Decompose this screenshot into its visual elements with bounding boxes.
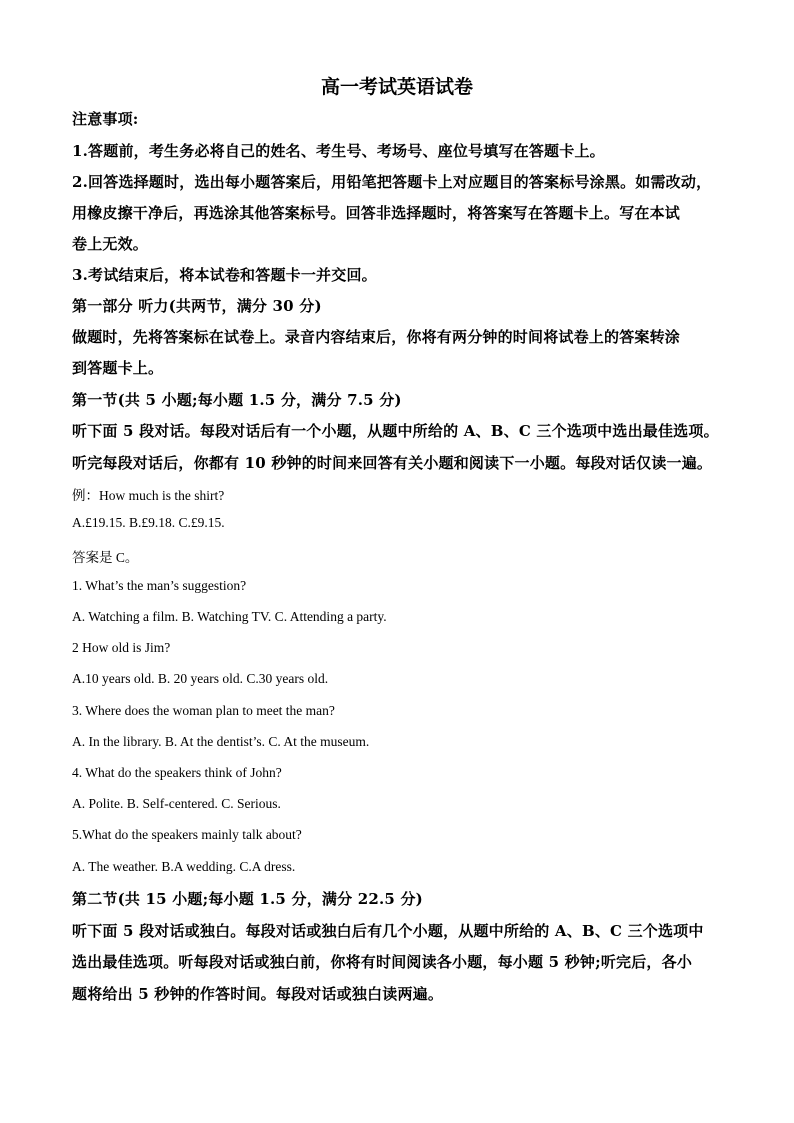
section2-instructions-line-2: 选出最佳选项。听每段对话或独白前，你将有时间阅读各小题，每小题 5 秒钟;听完后，各小 — [72, 953, 693, 971]
question-4-options: A. Polite. B. Self-centered. C. Serious. — [72, 796, 281, 811]
question-2-options: A.10 years old. B. 20 years old. C.30 years old. — [72, 671, 329, 686]
question-5: 5.What do the speakers mainly talk about? — [72, 827, 302, 842]
question-1-options: A. Watching a film. B. Watching TV. C. Attending a party. — [72, 609, 387, 624]
notice-item-2-line-3: 卷上无效。 — [72, 235, 149, 253]
part1-heading: 第一部分 听力(共两节，满分 30 分) — [72, 297, 322, 315]
section1-heading: 第一节(共 5 小题;每小题 1.5 分，满分 7.5 分) — [72, 391, 402, 409]
part1-intro-line-1: 做题时，先将答案标在试卷上。录音内容结束后，你将有两分钟的时间将试卷上的答案转涂 — [72, 328, 681, 346]
question-1: 1. What’s the man’s suggestion? — [72, 578, 247, 593]
notice-item-3: 3.考试结束后，将本试卷和答题卡一并交回。 — [72, 266, 377, 284]
notice-item-2-line-2: 用橡皮擦干净后，再选涂其他答案标号。回答非选择题时，将答案写在答题卡上。写在本试 — [72, 204, 681, 222]
example-options: A.£19.15. B.£9.18. C.£9.15. — [72, 515, 225, 530]
question-3-options: A. In the library. B. At the dentist’s. C. At the museum. — [72, 734, 370, 749]
notice-item-1: 1.答题前，考生务必将自己的姓名、考生号、考场号、座位号填写在答题卡上。 — [72, 142, 605, 160]
example-question: 例：How much is the shirt? — [72, 488, 225, 503]
section1-instructions-line-1: 听下面 5 段对话。每段对话后有一个小题，从题中所给的 A、B、C 三个选项中选出最佳选项。 — [72, 422, 719, 440]
section1-instructions-line-2: 听完每段对话后，你都有 10 秒钟的时间来回答有关小题和阅读下一小题。每段对话仅读一遍。 — [72, 454, 713, 472]
question-5-options: A. The weather. B.A wedding. C.A dress. — [72, 859, 296, 874]
part1-intro-line-2: 到答题卡上。 — [72, 359, 164, 377]
section2-heading: 第二节(共 15 小题;每小题 1.5 分，满分 22.5 分) — [72, 890, 423, 908]
notice-heading: 注意事项: — [72, 110, 139, 128]
section2-instructions-line-3: 题将给出 5 秒钟的作答时间。每段对话或独白读两遍。 — [72, 985, 444, 1003]
section2-instructions-line-1: 听下面 5 段对话或独白。每段对话或独白后有几个小题，从题中所给的 A、B、C 三个选项中 — [72, 922, 704, 940]
question-3: 3. Where does the woman plan to meet the man? — [72, 703, 335, 718]
notice-item-2-line-1: 2.回答选择题时，选出每小题答案后，用铅笔把答题卡上对应题目的答案标号涂黑。如需改动， — [72, 173, 712, 191]
page-title: 高一考试英语试卷 — [320, 76, 473, 98]
example-answer: 答案是 C。 — [72, 550, 139, 565]
question-4: 4. What do the speakers think of John? — [72, 765, 282, 780]
question-2: 2 How old is Jim? — [72, 640, 171, 655]
